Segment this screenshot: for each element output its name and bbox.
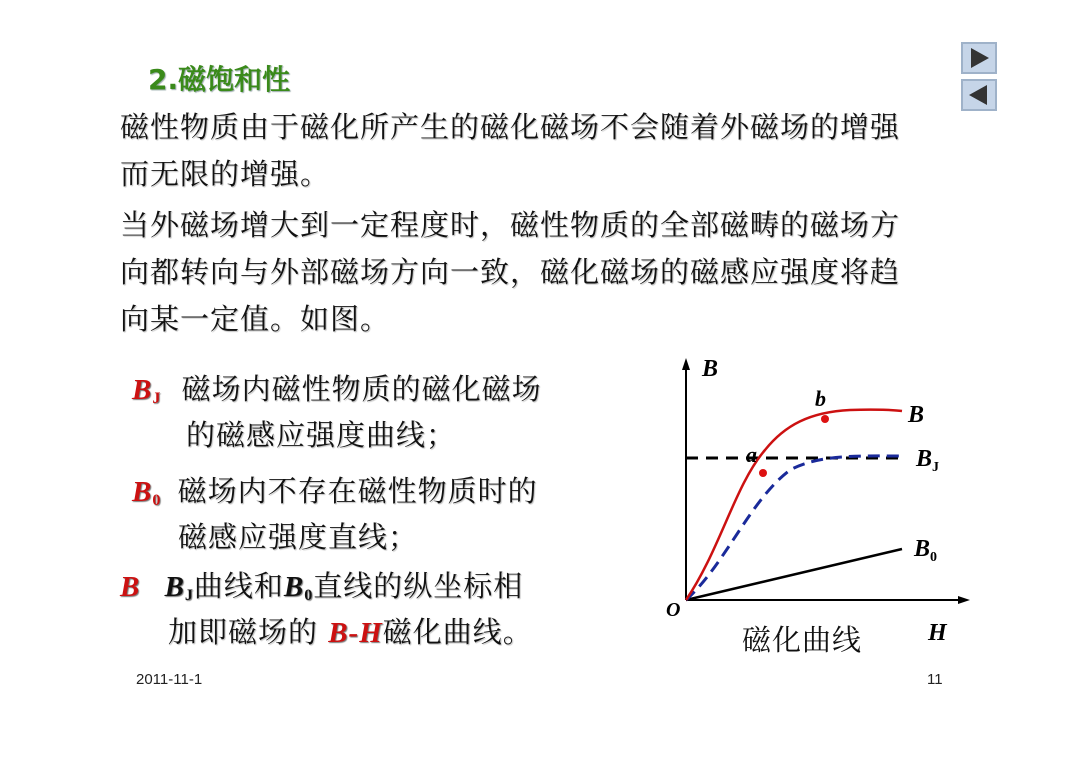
paragraph-saturation-intro: 磁性物质由于磁化所产生的磁化磁场不会随着外磁场的增强而无限的增强。 — [120, 110, 901, 191]
origin-label: O — [666, 599, 681, 621]
legend-b0-text1: 磁场内不存在磁性物质时的 — [177, 474, 538, 508]
legend-b-text1: 直线的纵坐标相 — [313, 569, 524, 603]
symbol-b0-inline: B0 — [283, 571, 314, 604]
next-slide-button[interactable] — [961, 42, 997, 74]
bj-curve — [686, 456, 902, 600]
legend-b-line2: 加即磁场的 B-H磁化曲线。 — [168, 615, 533, 649]
bj-curve-label: $B_J$ — [916, 446, 940, 475]
symbol-bj-inline: BJ — [164, 571, 194, 604]
point-b-marker — [821, 415, 829, 423]
legend-item-bj — [132, 366, 542, 418]
legend-bj-text1: 磁场内磁性物质的磁化磁场 — [181, 372, 542, 406]
b0-line — [686, 549, 902, 600]
b-curve — [686, 410, 902, 600]
legend-b0-text2: 磁感应强度直线； — [178, 520, 419, 554]
footer-date: 2011-11-1 — [136, 671, 203, 688]
x-axis-label: H — [928, 620, 947, 646]
x-axis-arrow-icon — [958, 596, 970, 604]
legend-item-b0 — [132, 468, 538, 520]
symbol-bh: B-H — [328, 617, 383, 649]
symbol-b: B — [120, 571, 141, 603]
triangle-right-icon — [963, 44, 995, 72]
previous-slide-button[interactable] — [961, 79, 997, 111]
point-a-marker — [759, 469, 767, 477]
symbol-bj: BJ — [132, 374, 162, 407]
point-b-label: b — [815, 386, 826, 411]
paragraph-saturation-detail: 当外磁场增大到一定程度时，磁性物质的全部磁畴的磁场方向都转向与外部磁场方向一致，磁化磁场的磁感应强度将趋向某一定值。如图。 — [120, 208, 901, 336]
triangle-left-icon — [963, 81, 995, 109]
y-axis-arrow-icon — [682, 358, 690, 370]
legend-bj-text2: 的磁感应强度曲线； — [186, 418, 457, 452]
legend-b-mid: 曲线和 — [193, 569, 284, 603]
page-number: 11 — [927, 671, 943, 688]
b-curve-label: B — [908, 402, 925, 428]
b0-line-label: $B_0$ — [914, 536, 938, 565]
symbol-b0: B0 — [132, 476, 162, 509]
diagram-caption: 磁化曲线 — [742, 623, 863, 657]
y-axis-label: B — [702, 356, 719, 382]
point-a-label: a — [746, 442, 757, 467]
legend-item-b — [120, 563, 523, 615]
slide-heading: 2.磁饱和性 — [148, 63, 291, 96]
